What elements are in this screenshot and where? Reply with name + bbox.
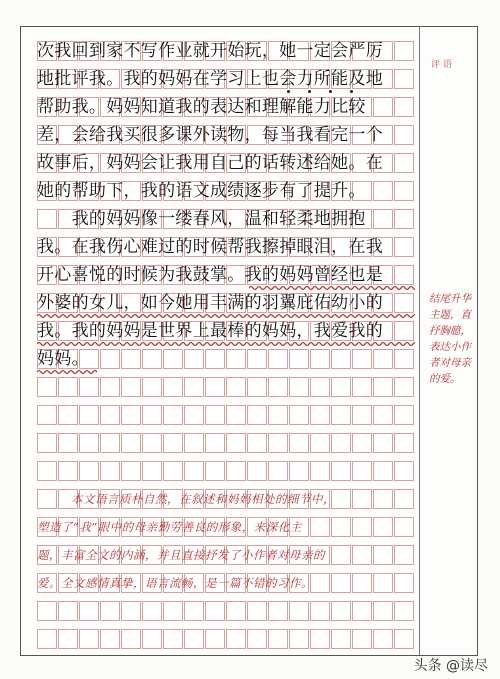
grid-cell [289,377,309,397]
grid-cell [205,433,225,453]
essay-line: 我。在我伤心难过的时候帮我擦掉眼泪，在我 [37,237,383,257]
grid-cells [37,373,415,401]
grid-cell [310,629,330,649]
grid-cell [373,629,393,649]
grid-cell [163,377,183,397]
essay-line: 次我回到家不写作业就开始玩，她一定会严厉 [37,41,383,61]
grid-cell [226,377,246,397]
essay-line: 帮助我。妈妈知道我的表达和理解能力比较 [37,97,366,117]
essay-line: 开心喜悦的时候为我鼓掌。我的妈妈曾经也是 [37,265,383,285]
grid-cell [373,433,393,453]
grid-cell [352,461,372,481]
grid-cell [394,461,414,481]
grid-cells [37,597,415,625]
margin-label: 评语 [431,60,456,70]
grid-cell [37,377,57,397]
grid-cell [79,601,99,621]
grid-cell [100,629,120,649]
grid-cell [289,433,309,453]
grid-cell [184,405,204,425]
grid-cell [121,461,141,481]
grid-cell [289,405,309,425]
grid-cell [58,377,78,397]
side-comment: 结尾升华主题，直抒胸臆，表达小作者对母亲的爱。 [429,293,471,385]
grid-row [37,233,415,261]
grid-cell [37,629,57,649]
essay-line: 她的帮助下，我的语文成绩逐步有了提升。 [37,181,366,201]
grid-cell [226,433,246,453]
grid-cell [142,601,162,621]
grid-cell [37,461,57,481]
grid-cell [331,433,351,453]
grid-row [37,205,415,233]
grid-cell [163,629,183,649]
grid-cell [37,405,57,425]
grid-row [37,37,415,65]
grid-row [37,177,415,205]
grid-cell [142,629,162,649]
grid-row [37,541,415,569]
grid-row [37,65,415,93]
grid-cell [247,461,267,481]
grid-row [37,121,415,149]
grid-cell [79,377,99,397]
grid-cell [394,377,414,397]
grid-cell [373,405,393,425]
grid-cell [121,601,141,621]
grid-cell [226,601,246,621]
grid-cell [37,433,57,453]
grid-cell [268,433,288,453]
grid-cell [142,405,162,425]
grid-cells [37,401,415,429]
grid-cell [289,601,309,621]
grid-cell [247,405,267,425]
grid-cell [100,405,120,425]
grid-cell [226,629,246,649]
grid-cell [268,377,288,397]
grid-cell [331,629,351,649]
grid-row [37,625,415,653]
grid-cell [79,405,99,425]
grid-row [37,401,415,429]
grid-row [37,513,415,541]
emphasis-dot [308,90,311,93]
grid-cell [184,433,204,453]
grid-cell [226,405,246,425]
grid-cell [58,601,78,621]
grid-cell [310,377,330,397]
grid-cell [247,377,267,397]
watermark: 头条 @读尽 [413,658,488,674]
grid-row [37,93,415,121]
grid-cell [310,405,330,425]
essay-line: 我的妈妈像一缕春风，温和轻柔地拥抱 [37,209,366,229]
grid-cell [394,601,414,621]
grid-cell [268,461,288,481]
grid-cell [352,629,372,649]
grid-cells [37,429,415,457]
emphasis-dot [329,90,332,93]
grid-cell [163,405,183,425]
grid-cell [352,405,372,425]
grid-cell [163,433,183,453]
grid-cell [163,461,183,481]
grid-cell [373,461,393,481]
essay-line: 我。我的妈妈是世界上最棒的妈妈，我爱我的 [37,321,383,341]
grid-cell [184,601,204,621]
grid-row [37,485,415,513]
grid-cell [58,629,78,649]
grid-cell [310,461,330,481]
grid-cell [100,601,120,621]
grid-row [37,457,415,485]
emphasis-dot [287,90,290,93]
grid-cell [268,601,288,621]
grid-cell [100,461,120,481]
grid-cell [310,433,330,453]
grid-cells [37,457,415,485]
wavy-underline [37,369,97,375]
grid-cell [58,433,78,453]
grid-cell [331,601,351,621]
grid-cell [184,461,204,481]
grid-cell [205,377,225,397]
essay-line: 故事后，妈妈会让我用自己的话转述给她。在 [37,153,383,173]
grid-cell [289,461,309,481]
essay-line: 差，会给我买很多课外读物，每当我看完一个 [37,125,383,145]
grid-cell [79,433,99,453]
final-comment-line: 塑造了“我”眼中的母亲勤劳善良的形象，来深化主 [37,520,302,534]
grid-cell [289,629,309,649]
grid-cell [79,629,99,649]
grid-cell [226,461,246,481]
grid-cell [352,377,372,397]
grid-cell [184,629,204,649]
grid-row [37,597,415,625]
grid-cell [58,461,78,481]
grid-row [37,149,415,177]
grid-cell [100,377,120,397]
grid-cell [373,377,393,397]
grid-cells [37,625,415,653]
wavy-underline [37,313,415,319]
grid-cell [205,461,225,481]
grid-cell [121,433,141,453]
wavy-underline [249,285,415,291]
final-comment-line: 题，丰富全文的内涵，并且直接抒发了小作者对母亲的 [37,548,325,562]
grid-cell [268,629,288,649]
grid-cell [331,461,351,481]
grid-cell [352,433,372,453]
grid-area [37,37,415,651]
margin-column [425,37,473,651]
emphasis-dot [350,90,353,93]
grid-cell [205,405,225,425]
grid-cell [247,601,267,621]
grid-cell [121,377,141,397]
grid-cell [58,405,78,425]
grid-cell [142,377,162,397]
final-comment-line: 爱。全文感情真挚，语言流畅，是一篇不错的习作。 [37,576,313,590]
grid-cell [142,433,162,453]
grid-cell [247,629,267,649]
grid-row [37,569,415,597]
grid-cell [121,629,141,649]
essay-line: 妈妈。 [37,349,89,369]
grid-row [37,429,415,457]
grid-cell [310,601,330,621]
essay-paper [20,26,478,656]
grid-cell [373,601,393,621]
grid-cell [331,377,351,397]
grid-cell [163,601,183,621]
grid-cell [37,601,57,621]
final-comment-line: 本文语言质朴自然，在叙述和妈妈相处的细节中， [71,492,335,506]
wavy-underline [37,341,415,347]
grid-cell [121,405,141,425]
grid-cell [205,601,225,621]
margin-divider [419,27,420,655]
grid-cell [352,601,372,621]
essay-line: 地批评我。我的妈妈在学习上也会力所能及地 [37,69,383,89]
grid-cell [394,405,414,425]
grid-cell [247,433,267,453]
grid-cell [100,433,120,453]
grid-cell [205,629,225,649]
essay-line: 外婆的女儿，如今她用丰满的羽翼庇佑幼小的 [37,293,383,313]
grid-cell [79,461,99,481]
grid-cell [331,405,351,425]
grid-cell [394,433,414,453]
grid-cell [142,461,162,481]
grid-cell [268,405,288,425]
grid-cell [184,377,204,397]
grid-cell [394,629,414,649]
grid-row [37,373,415,401]
